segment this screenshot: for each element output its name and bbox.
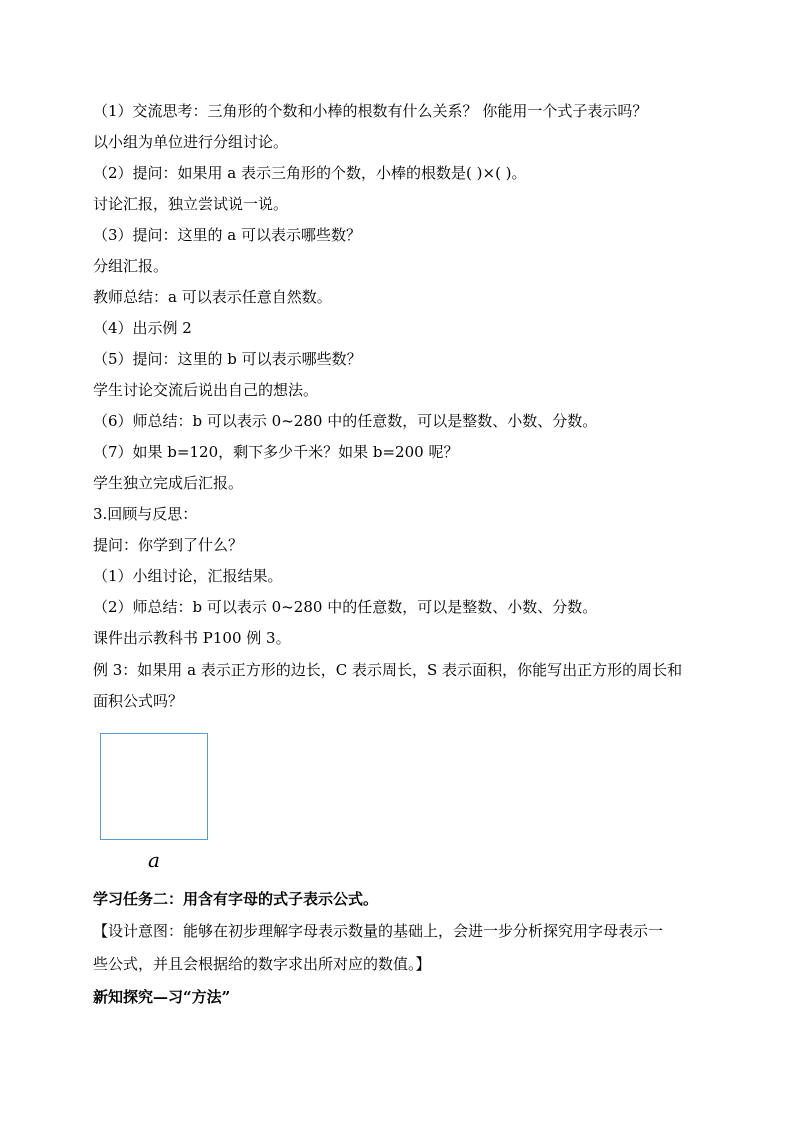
square-figure <box>100 733 208 840</box>
text-line: 例 3：如果用 a 表示正方形的边长，C 表示周长，S 表示面积，你能写出正方形的周长和 <box>93 661 683 679</box>
text-line: 课件出示教科书 P100 例 3。 <box>93 629 291 647</box>
text-line: 教师总结：a 可以表示任意自然数。 <box>93 288 332 306</box>
text-line: （4）出示例 2 <box>93 319 192 337</box>
text-line: 分组汇报。 <box>93 257 169 275</box>
design-intent-line-2: 些公式，并且会根据给的数字求出所对应的数值。】 <box>93 955 431 973</box>
text-line: （7）如果 b=120，剩下多少千米？如果 b=200 呢？ <box>93 443 459 461</box>
text-line: 以小组为单位进行分组讨论。 <box>93 133 289 151</box>
text-line: （5）提问：这里的 b 可以表示哪些数？ <box>93 350 362 368</box>
text-line: （6）师总结：b 可以表示 0~280 中的任意数，可以是整数、小数、分数。 <box>93 412 598 430</box>
text-line: （2）提问：如果用 a 表示三角形的个数，小棒的根数是( )×( )。 <box>93 164 527 182</box>
text-line: 3.回顾与反思： <box>93 505 198 523</box>
square-side-label: a <box>148 848 160 872</box>
text-line: 提问：你学到了什么？ <box>93 536 244 554</box>
text-line: （3）提问：这里的 a 可以表示哪些数？ <box>93 226 362 244</box>
text-line: 面积公式吗？ <box>93 692 184 710</box>
text-line: 学生独立完成后汇报。 <box>93 474 244 492</box>
task-two-title: 学习任务二：用含有字母的式子表示公式。 <box>93 890 379 908</box>
design-intent-line-1: 【设计意图：能够在初步理解字母表示数量的基础上，会进一步分析探究用字母表示一 <box>93 922 664 940</box>
text-line: 学生讨论交流后说出自己的想法。 <box>93 381 319 399</box>
text-line: 讨论汇报，独立尝试说一说。 <box>93 195 289 213</box>
text-line: （1）交流思考：三角形的个数和小棒的根数有什么关系？ 你能用一个式子表示吗？ <box>93 102 648 120</box>
text-line: （1）小组讨论，汇报结果。 <box>93 567 283 585</box>
section-subtitle: 新知探究—习“方法” <box>93 988 231 1006</box>
text-line: （2）师总结：b 可以表示 0~280 中的任意数，可以是整数、小数、分数。 <box>93 598 598 616</box>
